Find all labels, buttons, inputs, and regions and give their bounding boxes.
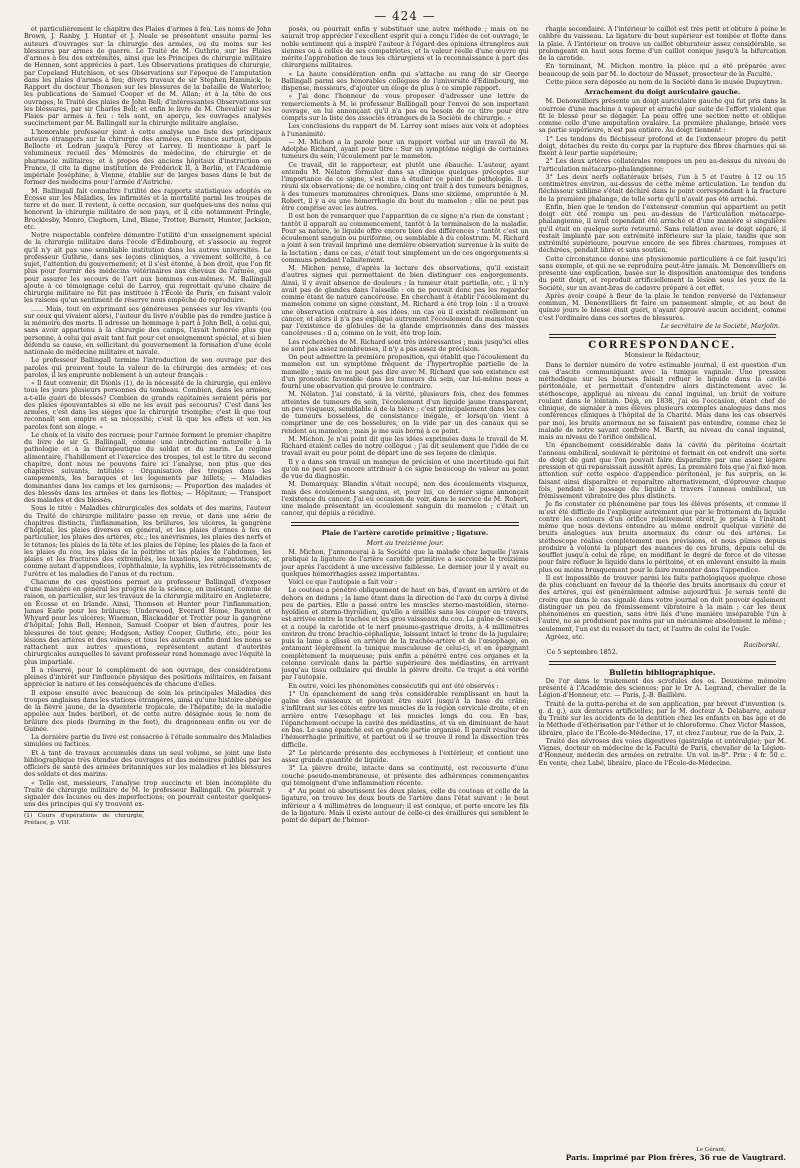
paragraph: M. Denonvilliers présente un doigt auriculaire gauche qui fut pris dans la courroie d'une machine à vapeur et arraché par suite de l'effort violent que fit le blessé pour se dégager. La peau offre une section nette et oblique comme celle d'une amputation ovalaire. La première phalange, brisée vers sa partie supérieure, n'est pas entière. Au doigt tiennent : xyxy=(538,98,786,135)
column-2-paragraphs xyxy=(281,26,528,518)
column-3-paragraphs-2 xyxy=(539,98,786,322)
paragraph: Les conclusions du rapport de M. Larrey sont mises aux voix et adoptées à l'unanimité. xyxy=(281,123,529,138)
paragraph: En terminant, M. Michon montre la pièce qui a été préparée avec beaucoup de soin par M. le docteur de Musset, prosecteur de la Faculté. xyxy=(538,63,786,78)
paragraph: et particulièrement le chapitre des Plaies d'armes à feu. Les noms de John Brown, J. Ranby, J. Hunter et J. Neale se présentent ensuite parmi les auteurs d'ouvrages sur la chirurgie des armées, ou du moins sur les blessures par armes de guerre. Le Traité de M. Guthrie, sur les Plaies d'armes à feu des extrémités, ainsi que les Principes de chirurgie militaire de Hennen, sont appréciés à part. Les Observations pratiques de chirurgie, par Copeland Hutchison, et ses Observations sur l'époque de l'amputation dans les plaies d'armes à feu; divers travaux de sir Stephen Hammick; le Rapport du docteur Thomson sur les blessures de la bataille de Waterloo; les publications de Samuel Cooper et de M. Allan; et à la tête de ces ouvrages, le Traité des plaies de John Bell; d'intéressantes Observations sur les blessures, par sir Charles Bell; et enfin le livre de M. Chevalier sur les Plaies par armes à feu : tels sont, en aperçu, les ouvrages analysés succinctement par M. Ballingall sur la chirurgie militaire anglaise. xyxy=(24,26,272,128)
paragraph: 2° Les deux artères collatérales rompues un peu au-dessus du niveau de l'articulation métacarpo-phalangienne; xyxy=(538,158,786,173)
paragraph: M. Nélaton. J'ai constaté, à la vérité, plusieurs fois, chez des femmes atteintes de tumeurs du sein, l'écoulement d'un liquide jaune transparent, un peu visqueux, semblable à de la bière ; c'est principalement dans les cas de tumeurs bosselées, de consistance inégale, et lorsqu'on vient à comprimer une de ces bosselures, on la vide par un des canaux qui se rendent au mamelon ; mais je me suis borné à ce point. xyxy=(281,391,529,435)
paragraph: M. Demarquay. Blandin s'était occupé, non des écoulements visqueux, mais des écoulements sanguins, et, pour lui, ce dernier signe annonçait l'existence du cancer. J'ai eu occasion de voir, dans le service de M. Robert, une malade présentant un écoulement sanguin du mamelon ; c'était un cancer, qui depuis a récidivé. xyxy=(281,481,529,518)
paragraph: 1° Un épanchement de sang très considérable remplissant en haut la gaîne des vaisseaux et pouvant être suivi jusqu'à la base du crâne; s'infiltrant sur les côtés entre les muscles de la région cervicale droite, et en arrière entre l'œsophage et les muscles longs du cou. En bas, l'épanchement occupe la cavité des médiastins, et va en diminuant de haut en bas. Le sang épanché est en grande partie organisé. Il paraît résulter de l'hémorrhagie primitive, et partout où il se trouve il rend la dissection très difficile. xyxy=(281,690,529,749)
column-3 xyxy=(539,26,786,1138)
column-1-paragraphs xyxy=(24,26,271,809)
bulletin-title: Bulletin bibliographique. xyxy=(609,667,716,677)
paragraph: Après avoir coupé à fleur de la plaie le tendon renversé de l'extenseur commun, M. Denonvilliers fit faire un pansement simple, et au bout de quinze jours le blessé était guéri, n'ayant éprouvé aucun accident, comme c'est l'ordinaire dans ces sortes de blessures. xyxy=(538,292,786,322)
paragraph: Il est bon de remarquer que l'apparition de ce signe n'a rien de constant ; tantôt il apparaît au commencement, tantôt à la terminaison de la maladie. Pour sa nature, le liquide offre encore bien des différences ; tantôt c'est un écoulement sanguin ou puriforme, ou semblable à du colostrum. M. Richard a joint à son travail imprimé une dernière observation survenue à la suite de la lactation ; dans ce cas, c'était tout simplement un de ces engorgements si communs pendant l'allaitement. xyxy=(281,213,529,264)
paragraph: Il y a dans son travail un manque de précision et une incertitude qui fait qu'on ne peut pas encore attribuer à ce signe beaucoup de valeur au point de vue du diagnostic. xyxy=(281,458,529,480)
paragraph: Traité de la gutta-percha et de son application, par brevet d'invention (s. g. d. g.), aux dentures artificielles; par le M. docteur A. Delabarre, auteur du Traité sur les accidents de la dentition chez les enfants en bas âge et de la Méthode d'éthérisation par l'éther et le chloroforme. Chez Victor Masson, libraire, place de l'École-de-Médecine, 17, et chez l'auteur, rue de la Paix, 2. xyxy=(538,700,786,737)
footnote: (1) Cours d'opérations de chirurgie, Préface, p. VIII. xyxy=(24,812,144,826)
section-title-carotide: Plaie de l'artère carotide primitive ; ligature. xyxy=(321,528,489,537)
paragraph: Il a réservé, pour le complément de son ouvrage, des considérations pleines d'intérêt sur l'influence physique des positions militaires, en faisant apprécier la nature et les conséquences de chacune d'elles. xyxy=(24,666,272,689)
columns xyxy=(24,26,786,1138)
paragraph: Ce travail, dit le rapporteur, est plutôt une ébauche. L'auteur, ayant entendu M. Nélaton formuler dans sa clinique quelques préceptes sur l'importance de ce signe, s'est mis à étudier ce point de pathologie. Il a réuni six observations; de ce nombre, cinq ont trait à des tumeurs bénignes, à des tumeurs mammaires chroniques. Dans une sixième, empruntée à M. Robert, il y a eu une hémorrhagie du bout du mamelon ; elle ne peut pas être comprise avec les autres. xyxy=(281,161,529,212)
paragraph: Agréez, etc. xyxy=(545,633,585,641)
paragraph: Chacune de ces questions permet au professeur Ballingall d'exposer d'une manière en général les progrès de la science, en insistant, comme de raison, en particulier, sur les travaux de la chirurgie militaire en Angleterre, en Écosse et en Irlande. Ainsi, Thomson et Hunter pour l'inflammation, James Earle pour les brûlures; Underwood, Everard Home, Baynton et Whyard pour les ulcères; Wiseman, Blackadder et Trotter pour la gangrène d'hôpital; John Bell, Hennen, Samuel Cooper et bien d'autres, pour les blessures de tout genre; Hodgson, Astley Cooper, Guthrie, etc., pour les lésions des artères et des veines; et tous les auteurs enfin dont les noms se rattachent aux autres questions, représentent autant d'autorités chirurgicales auxquelles le savant professeur rend hommage avec l'équité la plus impartiale. xyxy=(24,578,272,666)
column-2 xyxy=(281,26,528,1138)
paragraph: Cette pièce sera déposée au nom de la Société dans le musée Dupuytren. xyxy=(545,78,783,86)
column-1 xyxy=(24,26,271,1138)
page-number: — 424 — xyxy=(374,9,436,23)
paragraph: Sous le titre : Maladies chirurgicales des soldats et des marins, l'auteur du Traité de chirurgie militaire passe en revue, et dans une série de chapitres distincts, l'inflammation, les brûlures, les ulcères, la gangrène d'hôpital, les plaies diverses en général, et les plaies d'armes à feu en particulier, les plaies des artères, etc.; les anévrismes, les plaies des nerfs et le tétanos; les plaies de la tête et les plaies de l'épine; les plaies de la face et les plaies du cou, les plaies de la poitrine et les plaies de l'abdomen, les plaies et les fractures des extrémités, les luxations, les amputations; et, comme autant d'appendices, l'ophthalmie, la syphilis, les rétrécissements de l'urètre et les maladies de l'anus et du rectum. xyxy=(24,505,272,578)
correspondance-title: CORRESPONDANCE. xyxy=(588,340,737,351)
paragraph: » J'ai donc l'honneur de vous proposer d'adresser une lettre de remerciements à M. le professeur Ballingall pour l'envoi de son important ouvrage, en lui annonçant qu'il n'a pas eu besoin de ce titre pour être compris sur la liste des associés étrangers de la Société de chirurgie. » xyxy=(281,93,529,122)
column-3-paragraphs-4 xyxy=(539,678,786,767)
section-subtitle-carotide: Mort au treizième jour. xyxy=(366,538,444,547)
paragraph: 2° Le péricarde présente des ecchymoses à l'extérieur, et contient une assez grande quantité de liquide. xyxy=(281,749,529,764)
newspaper-page xyxy=(24,6,786,1162)
column-3-paragraphs-3 xyxy=(539,362,786,642)
salutation: Monsieur le Rédacteur, xyxy=(624,351,701,360)
paragraph: « Telle est, messieurs, l'analyse trop succincte et bien incomplète du Traité de chirurgie militaire de M. le professeur Ballingall. On pourrait y signaler des lacunes ou des imperfections; on pourrait contester quelques-uns des principes qui s'y trouvent ex- xyxy=(24,779,272,809)
paragraph: Voici ce que l'autopsie a fait voir : xyxy=(288,579,398,586)
paragraph: 1° Les tendons du fléchisseur profond et de l'extenseur propre du petit doigt, détachés du reste du corps par la rupture des fibres charnues qui se fixent à leur partie supérieure; xyxy=(538,135,786,157)
paragraph: Je fis constater ce phénomène par tous les élèves présents, et comme il m'est été difficile de l'expliquer autrement que par le frottement du liquide contre les contours d'un orifice relativement étroit, je priais à l'instant même que nous devions entendre au même endroit quelque variété de bruits analogues aux bruits anormaux du cœur ou des artères. Le stéthoscope réalisa complètement mes prévisions, et nous pûmes depuis produire à volonté la plupart des nuances de ces bruits, depuis celui de soufflet jusqu'à celui de râpe, en modifiant le degré de force et de vitesse pour faire refluer le liquide dans le péritoine, et en enlevant ensuite la main plus ou moins brusquement pour le faire remonter dans l'appendice. xyxy=(538,501,786,574)
paragraph: Le choix et la visite des recrues; pour l'armée forment le premier chapitre du livre de sir G. Ballingall, comme une introduction naturelle à la pathologie et à la thérapeutique du soldat et du marin. Le régime alimentaire, l'habillement et l'exercice des troupes, tel est le titre du second chapitre, dont nous ne pouvons faire ici l'analyse, non plus que des chapitres suivants, intitulés : Organisation des troupes dans les campements, les baraques et les logements par billets; — Maladies dominantes dans les camps et les garnisons; — Proportion des malades et des blessés dans les armées et dans les flottes; — Hôpitaux; — Transport des malades et des blessés. xyxy=(24,431,272,504)
paragraph: M. Michon. Je n'ai point dit que les idées exprimées dans le travail de M. Richard étaient celles de notre collègue ; j'ai dit seulement que l'idée de ce travail avait eu pour point de départ une de ses leçons de clinique. xyxy=(281,435,529,458)
column-3-paragraphs xyxy=(539,26,786,86)
paragraph: Le professeur Ballingall termine l'introduction de son ouvrage par des paroles qui prouvent toute la valeur de la chirurgie des armées; et ces paroles, il les emprunte noblement à un auteur français : xyxy=(24,357,272,379)
paragraph: Il expose ensuite avec beaucoup de soin les principales Maladies des troupes anglaises dans les stations étrangères, ainsi qu'une histoire abrégée de la fièvre jaune, de la dysenterie tropicale, de l'hépatite; de la maladie appelée aux Indes beriberi, et de cette autre désignée sous le nom de brûlure des pieds (burning in the feet), du dragonneau enfin ou ver de Guinée. xyxy=(24,689,272,733)
paragraph: Le couteau a pénétré obliquement de haut en bas, d'avant en arrière et de dehors en dedans ; la lame étant dans la direction de l'axe du corps à divisé peu de parties. Elle a passé entre les muscles sterno-mastoïdien, sterno-hyoïdien et sterno-thyroïdien, qu'elle a éraillés sans les couper en travers, est arrivée entre la trachée et les gros vaisseaux du cou. La gaîne de ceux-ci et a coupé la carotide et le nerf pneumo-gastrique droits, à 4 millimètres environ du tronc brachio-céphalique, laissant intact le tronc de la jugulaire; puis la lame a glissé en arrière de la trachée-artère et de l'œsophage, en entamant légèrement la tunique musculeuse de celui-ci, et en épargnant complètement la muqueuse; puis enfin a pénétré entre ces organes et la colonne cervicale dans la partie supérieure des médiastins, en arrivant jusqu'au tissu cellulaire qui double la plèvre droite. Ce trajet a été vérifié par l'autopsie. xyxy=(281,587,529,682)
paragraph: Dans le dernier numéro de votre estimable journal, il est question d'un cas d'ascite communiquant avec la tunique vaginale. Une pression méthodique sur les bourses faisait refluer le liquide dans la cavité péritonéale, et permettait d'entendre alors distinctement avec le stéthoscope, appliqué au niveau du canal inguinal, un bruit de voiture roulant dans le lointain. Déjà, en 1838, j'ai eu l'occasion, étant chef de clinique, de signaler à mes élèves plusieurs exemples analogues dans mes conférences cliniques à l'hôpital de la Charité. Mais dans les cas observés par moi, les bruits anormaux ne se faisaient pas entendre, comme chez le malade de notre savant confrère M. Barth, au niveau du canal inguinal, mais au niveau de l'orifice ombilical. xyxy=(538,361,786,441)
paragraph: On peut admettre la première proposition, qui établit que l'écoulement du mamelon est un symptôme fréquent de l'hypertrophie partielle de la mamelle ; mais on ne peut pas dire avec M. Richard que son existence est d'un pronostic favorable dans les tumeurs du sein, car lui-même nous a fourni une observation qui prouve le contraire. xyxy=(281,354,529,390)
page-footer xyxy=(24,1147,786,1162)
paragraph: Un épanchement considérable dans la cavité du péritoine écartait l'anneau ombilical, soulevait le péritoine et formait en cet endroit une sorte de doigt de gant que l'on pouvait faire disparaître par une assez légère pression et qui reparaissait aussitôt après. La première fois que j'ai fixé mon attention sur cette espèce d'appendice péritonéal, je fus surpris, en le faisant ainsi disparaître et reparaître alternativement, d'éprouver chaque fois, pendant le passage du liquide à travers l'anneau ombilical, un frémissement vibratoire des plus distincts. xyxy=(538,442,786,500)
column-2-paragraphs-2 xyxy=(281,549,528,824)
secretary-signature: Le secrétaire de la Société, Marjolin. xyxy=(660,322,780,330)
correspondance-rule xyxy=(549,334,776,338)
paragraph: ...... Mais, tout en exprimant ses généreuses pensées sur les vivants (ou sur ceux qui vivaient alors), l'auteur du livre n'oublie pas de rendre justice à la mémoire des morts. Il adresse un hommage à part à John Bell, à celui qui, sans avoir appartenu à la chirurgie des camps, l'avait honorée plus que personne, à celui qui avait tant fait pour cet enseignement spécial, et si bien défendu sa cause, en sollicitant du gouvernement la formation d'une école nationale de médecine militaire et navale. xyxy=(24,305,272,356)
raciborski-signature: Raciborski. xyxy=(743,642,780,649)
paragraph: 4° Au point où aboutissent les deux plaies, celle du couteau et celle de la ligature, on trouve les deux bouts de l'artère dans l'état suivant : le bout inférieur a 4 millimètres de longueur; il est conique, et porte encore les fils de la ligature. Mais il existe autour de celle-ci des éraillures qui semblent le point de départ de l'hémor- xyxy=(281,788,529,824)
section-rule xyxy=(291,522,518,526)
bulletin-rule xyxy=(549,661,776,665)
section-title-doigt: Arrachement du doigt auriculaire gauche. xyxy=(584,88,741,96)
paragraph: De l'or dans le traitement des scrofules des os. Deuxième mémoire présenté à l'Académie des sciences; par le Dr A. Legrand, chevalier de la Légion-d'Honneur, etc. — Paris, J.-B. Baillière. xyxy=(538,677,786,700)
paragraph: 3° La plèvre droite, intacte dans sa continuité, est recouverte d'une couche pseudo-membraneuse, et présente des adhérences commençantes qui témoignent d'une inflammation récente. xyxy=(281,765,529,787)
paragraph: M. Michon. J'annoncerai à la Société que la malade chez laquelle j'avais pratiqué la ligature de l'artère carotide primitive a succombé le treizième jour après l'accident à une excessive faiblesse. Le dernier jour il y avait eu quelques hémorrhagies assez importantes. xyxy=(281,549,529,578)
paragraph: M. Michon pense, d'après la lecture des observations, qu'il existait d'autres signes qui permettaient de bien distinguer ces engorgements. Ainsi, il y avait absence de douleurs ; la tumeur était partielle, etc. ; il n'y avait pas de glandes dans l'aisselle : on ne pouvait donc pas les regarder comme étant de nature cancéreuse. En cherchant à établir l'écoulement du mamelon comme un signe constant, M. Richard a été trop loin : il a trouvé une observation contraire à ses idées, un cas où il existait réellement un cancer, et alors il n'a pas expliqué autrement l'écoulement du mamelon que par l'existence de globules de la glande emprisonnés dans des masses cancéreuses : il a, comme on le voit, été trop loin. xyxy=(281,265,529,338)
paragraph: Il est impossible de trouver parmi les faits pathologiques quelque chose de plus concluant en faveur de la théorie des bruits anormaux du cœur et des artères, qui est généralement admise aujourd'hui. Je serais tenté de croire que dans le cas signalé dans votre journal on doit pouvoir également distinguer un peu de frémissement vibratoire à la main ; car les deux phénomènes en question, sans être liés d'une manière inséparable l'un à l'autre, ne se produisent pas moins par un mécanisme absolument le même ; seulement, l'un est du ressort du tact, et l'autre de celui de l'ouïe. xyxy=(538,574,786,633)
paragraph: — M. Michon a la parole pour un rapport verbal sur un travail de M. Adolphe Richard, ayant pour titre : Sur un symptôme négligé de certaines tumeurs du sein, l'écoulement par le mamelon. xyxy=(281,138,529,161)
paragraph: Cette circonstance donne une physionomie particulière à ce fait jusqu'ici sans exemple, et qui ne se reproduira peut-être jamais. M. Denonvilliers en présente une explication, basée sur la disposition anatomique des tendons du petit doigt, et reproduit artificiellement la lésion sous les yeux de la Société, sur un avant-bras de cadavre préparé à cet effet. xyxy=(538,255,786,292)
paragraph: Traité des névroses des voies digestives (gastralgie et entéralgie); par M. Vignes, docteur en médecine de la Faculté de Paris, chevalier de la Légion-d'Honneur, médecin des armées en retraite. Un vol. in-8°. Prix : 4 fr. 50 c. En vente, chez Labé, libraire, place de l'École-de-Médecine. xyxy=(538,737,786,767)
paragraph: rhagie secondaire. À l'intérieur le caillot est très petit et obture à peine le calibre du vaisseau. La ligature du bout supérieur est tombée et flotte dans la plaie. À l'intérieur on trouve un caillot obturateur assez considérable, se prolongeant en haut sous forme d'un caillot conique jusqu'à la bifurcation de la carotide. xyxy=(538,26,786,62)
paragraph: 3° Les deux nerfs collatéraux brisés, l'un à 5 et l'autre à 12 ou 15 centimètres environ, au-dessus de cette même articulation. Le tendon du fléchisseur sublime s'était déchiré dans le point correspondant à la fracture de la première phalange, de telle sorte qu'il n'avait pas été arraché. xyxy=(538,173,786,203)
paragraph: Notre respectable confrère démontre l'utilité d'un enseignement spécial de la chirurgie militaire dans l'école d'Édimbourg, et s'associe au regret qu'il n'y ait pas une semblable institution dans les autres universités. Le professeur Guthrie, dans ses leçons cliniques, a vivement sollicité, à ce sujet, l'attention du gouvernement; et il s'est étonné, à bon droit, que l'on fit plus pour fournir des médecins vétérinaires aux chevaux de l'armée, que pour assurer les secours de l'art aux hommes eux-mêmes. M. Ballingall ajoute à ce témoignage celui de Larrey, qui regrettait qu'une chaire de chirurgie militaire ne fût pas instituée à l'École de Paris, en faisant valoir les raisons qu'un sentiment de réserve nous empêche de reproduire. xyxy=(24,232,272,305)
paragraph: « La haute considération enfin qui s'attache au rang de sir George Ballingall parmi ses honorables collègues de l'université d'Édimbourg, me dispense, messieurs, d'ajouter un éloge de plus à ce simple rapport. xyxy=(281,70,529,92)
paragraph: En outre, voici les phénomènes consécutifs qui ont été observés : xyxy=(288,682,499,690)
paragraph: Enfin, bien que le tendon de l'extenseur commun qui appartient au petit doigt eût été rompu un peu au-dessus de l'articulation métacarpo-phalangienne, il avait cependant été arraché et d'une manière si singulière qu'il était en quelque sorte retourné. Sans relation avec le doigt séparé, il restait implanté par son extrémité inférieure sur la plaie, tandis que son extrémité supérieure, pourvue encore de ses fibres charnues, rompues et déchirées, pendait libre et sans soutien. xyxy=(538,203,786,255)
paragraph: « Il faut convenir, dit Dionis (1), de la nécessité de la chirurgie, qui enlève tous les jours plusieurs personnes du tombeau. Combien, dans les armées, a-t-elle guéri de blessés? Combien de grands capitaines seraient péris par des plaies épouvantables si elle ne les avait pas secourus? C'est dans les armées, c'est dans les sièges que la chirurgie triomphe; c'est là que tout reconnaît son empire et sa nécessité; c'est là que les effets et son les paroles font son éloge. » xyxy=(24,380,272,431)
gerant-label: Le Gérant, xyxy=(696,1147,726,1153)
paragraph: Les recherches de M. Richard sont très intéressantes ; mais jusqu'ici elles ne sont pas assez nombreuses, il n'y a pas assez de précision. xyxy=(281,338,529,353)
paragraph: posés, ou pourrait enfin y substituer une autre méthode ; mais on ne saurait trop apprécier l'excellent esprit qui a conçu l'idée de cet ouvrage, le noble sentiment qui a inspiré l'auteur à l'égard des opinions étrangères aux siennes ou à celles de ses compatriotes, et la valeur réelle d'une œuvre qui mérite l'approbation de tous les chirurgiens et la reconnaissance à part des chirurgiens militaires. xyxy=(281,26,529,70)
paragraph: L'honorable professeur joint à cette analyse une liste des principaux auteurs étrangers sur la chirurgie des armées, en France surtout, depuis Bellocte et Ledran jusqu'à Percy et Larrey. Il mentionne à part le volumineux recueil des Mémoires de médecine, de chirurgie et de pharmacie militaires; et à propos des anciens hôpitaux d'instruction en France, il cite la digne institution de Frédérick II, à Berlin, et l'Académie impériale Joséphine, à Vienne, établie sur de larges bases dans le but de former des médecins pour l'armée d'Autriche. xyxy=(24,128,272,187)
paragraph: La dernière partie du livre est consacrée à l'étude sommaire des Maladies simulées ou factices. xyxy=(24,734,272,749)
date-line: Ce 5 septembre 1852. xyxy=(546,649,618,657)
imprint-line: Paris. Imprimé par Plon frères, 36 rue de Vaugirard. xyxy=(565,1153,786,1162)
paragraph: Et à tant de travaux accumulés dans un seul volume, se joint une liste bibliographique très étendue des ouvrages et des mémoires publiés par les officiers de santé des armées britanniques sur les maladies et les blessures des soldats et des marins. xyxy=(24,749,272,779)
paragraph: M. Ballingall fait connaître l'utilité des rapports statistiques adoptés en Écosse sur les Maladies, les infirmités et la mortalité parmi les troupes de terre et de mer. Il revient, à cette occasion, sur quelques-uns des noms qui honorent la chirurgie militaire de son pays, et il cite notamment Pringle, Brocklesby, Monro, Cleghorn, Lind, Blane, Trotter, Burnett, Hunter, Jackson, etc. xyxy=(24,187,272,231)
